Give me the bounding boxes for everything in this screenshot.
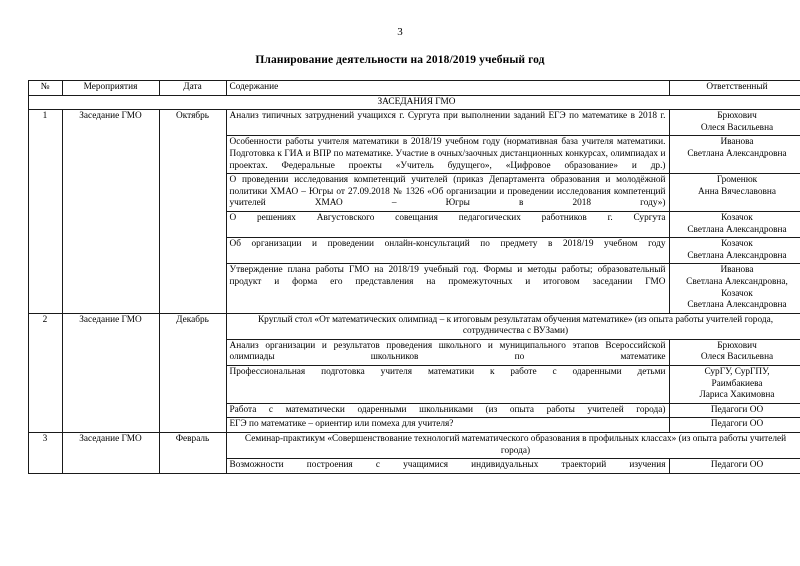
responsible-line: Олеся Васильевна <box>700 352 774 363</box>
responsible-line: Иванова <box>720 265 754 276</box>
responsible-line: Брюхович <box>717 111 757 122</box>
responsible-line: Педагоги ОО <box>710 404 764 415</box>
cell-content: ЕГЭ по математике – ориентир или помеха для учителя? <box>226 418 669 433</box>
cell-number: 3 <box>28 433 62 474</box>
cell-group-lead: Круглый стол «От математических олимпиад – к итоговым результатам обучения математике» (из опыта работы учителей города, сотрудничества с ВУЗами) <box>226 313 800 339</box>
responsible-line: Анна Вячеславовна <box>698 186 776 197</box>
page-number: 3 <box>397 26 403 38</box>
responsible-line: Козачок <box>721 239 753 250</box>
cell-event: Заседание ГМО <box>62 110 159 314</box>
responsible-line: Лариса Хакимовна <box>699 390 775 401</box>
cell-date: Октябрь <box>159 110 226 314</box>
responsible-line: Раимбакиева <box>711 378 763 389</box>
responsible-line: Светлана Александровна <box>687 300 787 311</box>
cell-number: 1 <box>28 110 62 314</box>
responsible-line: Козачок <box>721 288 753 299</box>
page-title: Планирование деятельности на 2018/2019 учебный год <box>255 54 545 66</box>
column-header-event: Мероприятия <box>62 81 159 96</box>
responsible-line: Педагоги ОО <box>710 419 764 430</box>
column-header-date: Дата <box>159 81 226 96</box>
responsible-line: Козачок <box>721 212 753 223</box>
cell-content: Возможности построения с учащимися индивидуальных траекторий изучения <box>226 459 669 474</box>
cell-event: Заседание ГМО <box>62 433 159 474</box>
table-row <box>28 110 800 136</box>
column-header-responsible: Ответственный <box>669 81 800 96</box>
plan-table-wrapper <box>28 80 788 474</box>
responsible-line: Светлана Александровна, <box>686 276 788 287</box>
responsible-line: Громенюк <box>716 175 758 186</box>
cell-responsible <box>669 339 800 365</box>
responsible-line: Олеся Васильевна <box>700 122 774 133</box>
cell-content: Профессиональная подготовка учителя математики к работе с одаренными детьми <box>226 366 669 404</box>
cell-date: Февраль <box>159 433 226 474</box>
table-row <box>28 313 800 339</box>
cell-date: Декабрь <box>159 313 226 432</box>
cell-responsible <box>669 418 800 433</box>
cell-responsible <box>669 110 800 136</box>
table-header-row <box>28 81 800 96</box>
cell-content: Работа с математически одаренными школьниками (из опыта работы учителей города) <box>226 403 669 418</box>
cell-content: Анализ организации и результатов проведения школьного и муниципального этапов Всероссийской олимпиады школьников по математике <box>226 339 669 365</box>
cell-responsible <box>669 174 800 212</box>
cell-number: 2 <box>28 313 62 432</box>
cell-responsible <box>669 366 800 404</box>
column-header-content: Содержание <box>226 81 669 96</box>
section-title-row <box>28 95 800 110</box>
cell-content: Об организации и проведении онлайн-консультаций по предмету в 2018/19 учебном году <box>226 238 669 264</box>
cell-responsible <box>669 238 800 264</box>
responsible-line: СурГУ, СурГПУ, <box>704 367 770 378</box>
responsible-line: Светлана Александровна <box>687 148 787 159</box>
table-body <box>28 95 800 473</box>
responsible-line: Иванова <box>720 137 754 148</box>
cell-content: Анализ типичных затруднений учащихся г. Сургута при выполнении заданий ЕГЭ по математике в 2018 г. <box>226 110 669 136</box>
responsible-line: Светлана Александровна <box>687 250 787 261</box>
section-title-cell: ЗАСЕДАНИЯ ГМО <box>28 95 800 110</box>
cell-responsible <box>669 459 800 474</box>
cell-responsible <box>669 264 800 313</box>
cell-responsible <box>669 136 800 174</box>
cell-event: Заседание ГМО <box>62 313 159 432</box>
responsible-line: Педагоги ОО <box>710 460 764 471</box>
responsible-line: Светлана Александровна <box>687 224 787 235</box>
cell-group-lead: Семинар-практикум «Совершенствование технологий математического образования в профильных классах» (из опыта работы учителей города) <box>226 433 800 459</box>
cell-responsible <box>669 403 800 418</box>
cell-content: Особенности работы учителя математики в 2018/19 учебном году (нормативная база учителя математики. Подготовка к ГИА и ВПР по математике. Участие в очных/заочных дистанционных конкурсах, олимпиадах и проектах. Федеральные проекты «Учитель будущего», «Цифровое образование» и др.) <box>226 136 669 174</box>
table-header <box>28 81 800 96</box>
activity-plan-table <box>28 80 800 474</box>
cell-content: О проведении исследования компетенций учителей (приказ Департамента образования и молодёжной политики ХМАО – Югры от 27.09.2018 № 1326 «Об организации и проведении исследования компетенций учителей ХМАО – Югры в 2018 году») <box>226 174 669 212</box>
column-header-number: № <box>28 81 62 96</box>
cell-content: Утверждение плана работы ГМО на 2018/19 учебный год. Формы и методы работы; образовательный продукт и форма его представления на промежуточных и итоговом заседании ГМО <box>226 264 669 313</box>
table-row <box>28 433 800 459</box>
cell-responsible <box>669 211 800 237</box>
cell-content: О решениях Августовского совещания педагогических работников г. Сургута <box>226 211 669 237</box>
responsible-line: Брюхович <box>717 340 757 351</box>
